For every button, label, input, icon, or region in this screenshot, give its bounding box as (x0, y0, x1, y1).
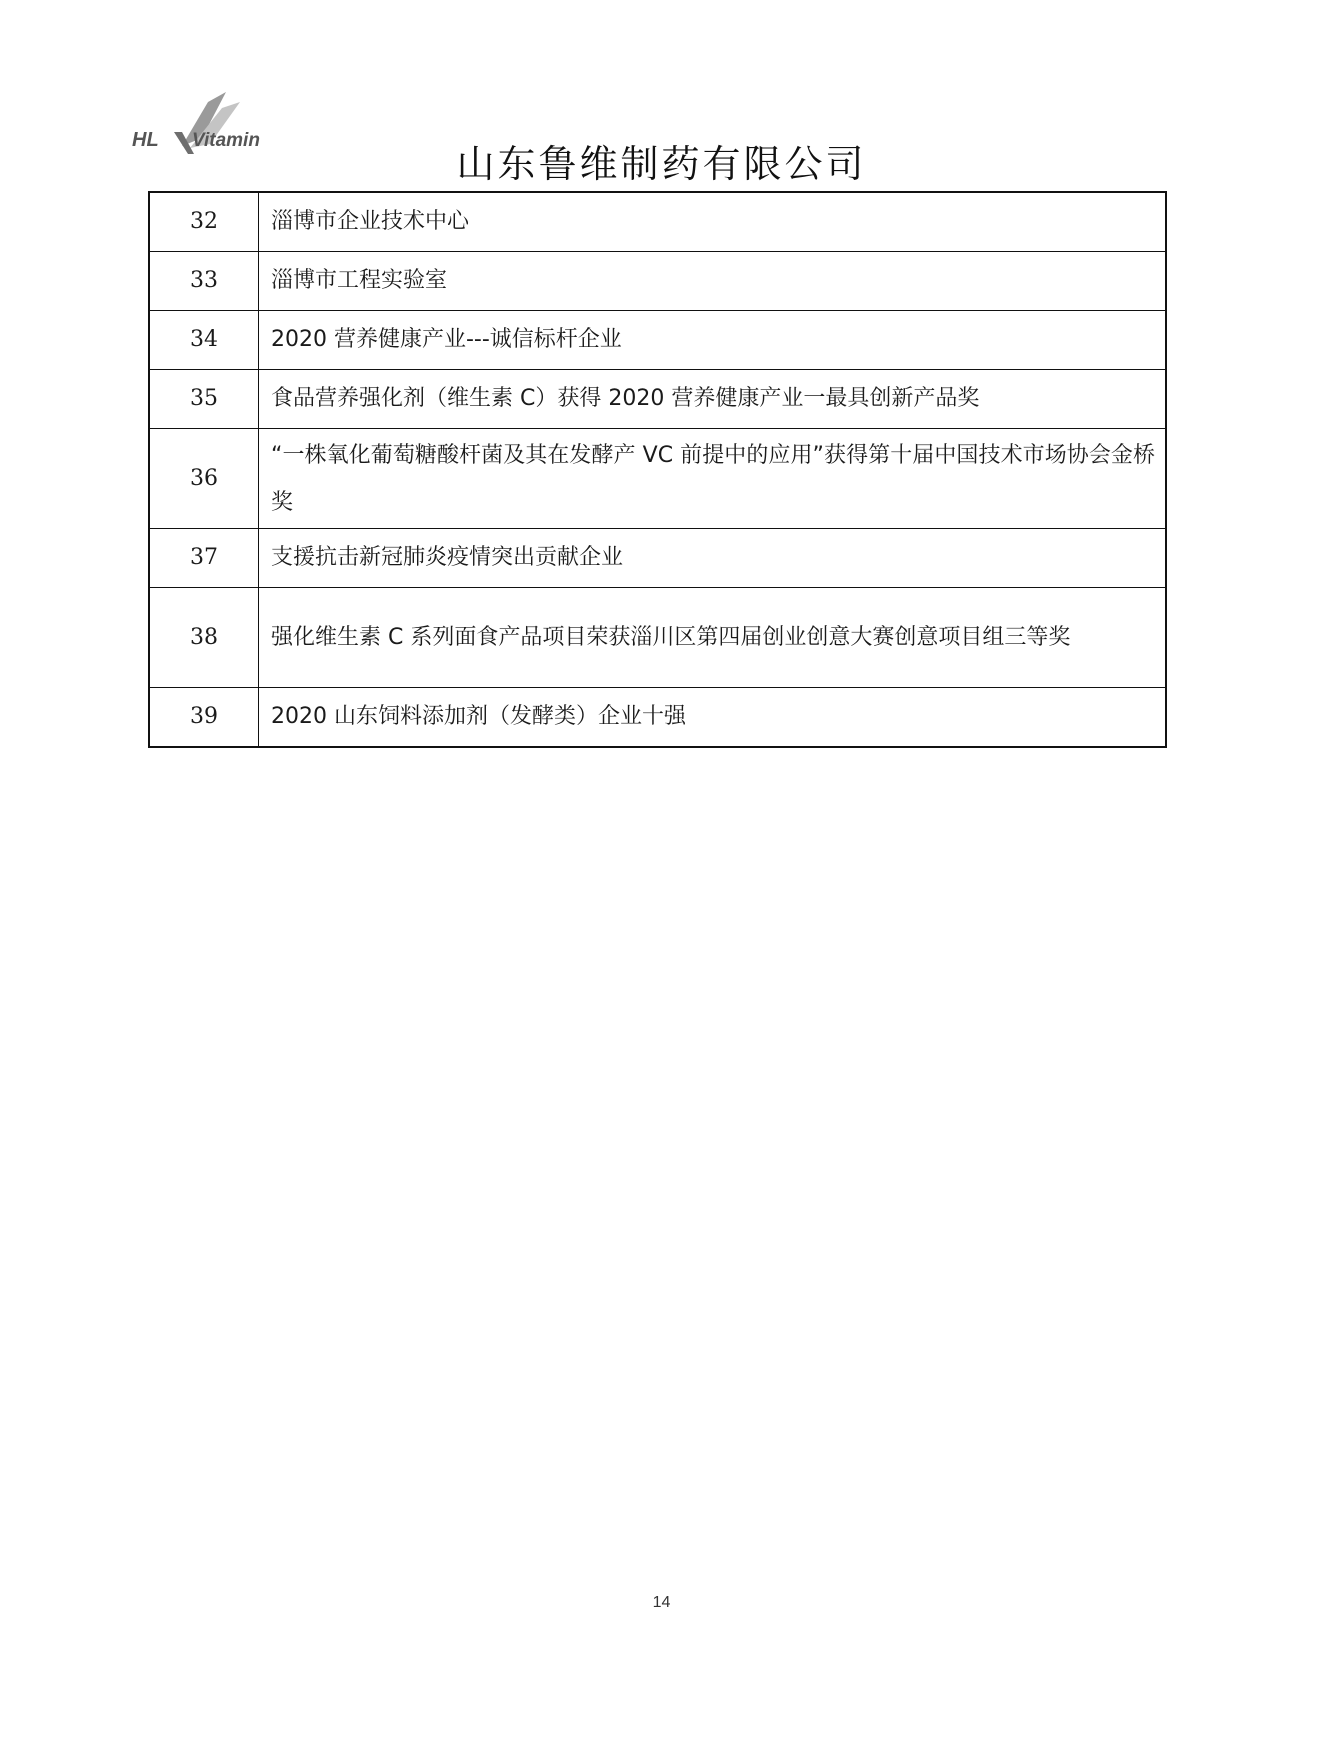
row-number: 36 (149, 429, 259, 529)
table-row (149, 311, 1166, 370)
table-row (149, 370, 1166, 429)
award-description: 淄博市企业技术中心 (259, 192, 1167, 252)
row-number: 32 (149, 192, 259, 252)
logo-text-right: Vitamin (192, 130, 260, 151)
table-row (149, 192, 1166, 252)
award-description: 2020 营养健康产业---诚信标杆企业 (259, 311, 1167, 370)
award-description: 支援抗击新冠肺炎疫情突出贡献企业 (259, 529, 1167, 588)
logo-text-left: HL (132, 129, 159, 151)
table-row (149, 688, 1166, 748)
table-row (149, 252, 1166, 311)
award-description: 淄博市工程实验室 (259, 252, 1167, 311)
award-description: 2020 山东饲料添加剂（发酵类）企业十强 (259, 688, 1167, 748)
row-number: 35 (149, 370, 259, 429)
table-row (149, 529, 1166, 588)
row-number: 34 (149, 311, 259, 370)
award-description: “一株氧化葡萄糖酸杆菌及其在发酵产 VC 前提中的应用”获得第十届中国技术市场协会金桥奖 (259, 429, 1167, 529)
table-row (149, 429, 1166, 529)
row-number: 33 (149, 252, 259, 311)
award-description: 食品营养强化剂（维生素 C）获得 2020 营养健康产业一最具创新产品奖 (259, 370, 1167, 429)
award-description: 强化维生素 C 系列面食产品项目荣获淄川区第四届创业创意大赛创意项目组三等奖 (259, 588, 1167, 688)
row-number: 39 (149, 688, 259, 748)
row-number: 37 (149, 529, 259, 588)
row-number: 38 (149, 588, 259, 688)
page-number: 14 (652, 1594, 671, 1611)
company-name: 山东鲁维制药有限公司 (456, 142, 867, 186)
table-row (149, 588, 1166, 688)
awards-table (148, 191, 1167, 748)
